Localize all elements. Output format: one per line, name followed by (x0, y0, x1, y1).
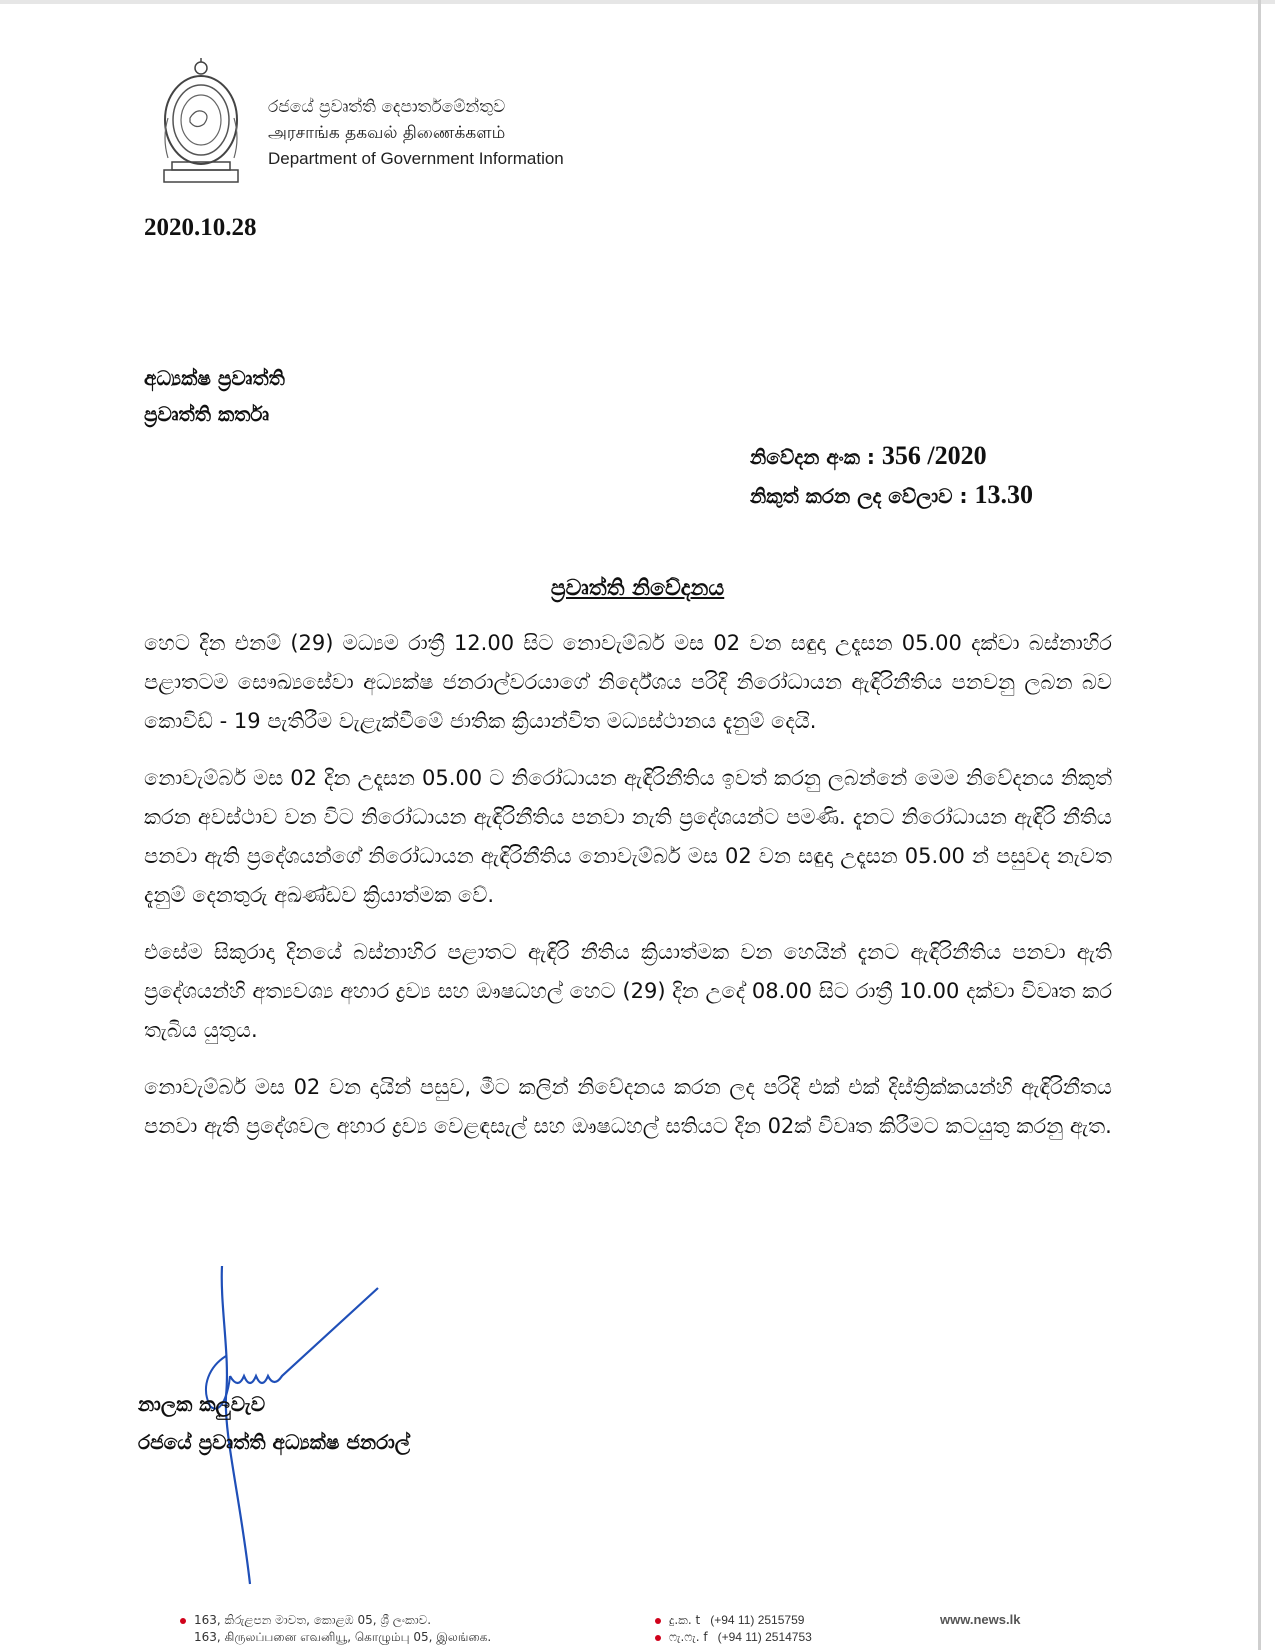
bullet-icon (180, 1618, 186, 1624)
page-top-edge (0, 0, 1275, 4)
phone-number: (+94 11) 2515759 (710, 1613, 805, 1627)
page-right-edge (1258, 0, 1261, 1650)
document-title: ප්‍රවෘත්ති නිවේදනය (550, 576, 725, 601)
issue-time-label: නිකුත් කරන ලද වේලාව : (750, 484, 968, 508)
body-paragraph: එසේම සිකුරාදා දිනයේ බස්නාහිර පළාතට ඇඳිරි නීතිය ක්‍රියාත්මක වන හෙයින් දැනට ඇඳිරිනීතිය පනවා ඇති ප්‍රදේශයන්හි අත්‍යවශ්‍ය අහාර ද්‍රව්‍ය සහ ඖෂධහල් හෙට (29) දින උදේ 08.00 සිට රාත්‍රී 10.00 දක්වා විවෘත කර තැබිය යුතුය. (144, 940, 1112, 1042)
document-body (144, 624, 1112, 1164)
fax-label: ෆැ.ෆැ. f (669, 1630, 708, 1644)
recipient-line: ප්‍රවෘත්ති කර්තෘ (144, 402, 270, 426)
body-paragraph: නොවැම්බර් මස 02 වන දායින් පසුව, මීට කලින් නිවේදනය කරන ලද පරිදි එක් එක් දිස්ත්‍රික්කයන්හි ඇඳිරිනීතය පනවා ඇති ප්‍රදේශවල අහාර ද්‍රව්‍ය වෙළඳසැල් සහ ඖෂධහල් සතියට දින 02ක් විවෘත කිරීමට කටයුතු කරනු ඇත. (144, 1075, 1112, 1138)
body-paragraph: නොවැම්බර් මස 02 දින උදෑසන 05.00 ට නිරෝධායන ඇඳිරිනීතිය ඉවත් කරනු ලබන්නේ මෙම නිවේදනය නිකුත් කරන අවස්ථාව වන විට නිරෝධායන ඇඳිරිනීතිය පනවා නැති ප්‍රදේශයන්ට පමණි. දැනට නිරෝධායන ඇඳිරි නීතිය පනවා ඇති ප්‍රදේශයන්ගේ නිරෝධායන ඇඳිරිනීතිය නොවැම්බර් මස 02 වන සඳුදා උදෑසන 05.00 න් පසුවද නැවත දැනුම් දෙනතුරු අඛණ්ඩව ක්‍රියාත්මක වේ. (144, 766, 1112, 907)
sri-lanka-emblem-icon (160, 58, 242, 186)
department-name-tamil: அரசாங்க தகவல் திணைக்களம் (268, 123, 506, 143)
signer-title: රජයේ ප්‍රවෘත්ති අධ්‍යක්ෂ ජනරාල් (138, 1430, 411, 1454)
bullet-icon (655, 1618, 661, 1624)
recipients (144, 360, 285, 432)
footer-address (180, 1612, 491, 1646)
issue-time-value: 13.30 (974, 480, 1033, 509)
footer-contact (655, 1612, 812, 1646)
department-name-english: Department of Government Information (268, 149, 564, 168)
body-paragraph: හෙට දින එනම් (29) මධ්‍යම රාත්‍රී 12.00 සිට නොවැම්බර් මස 02 වන සඳුදා උදෑසන 05.00 දක්වා බස්නාහිර පළාතටම සෞඛ්‍යසේවා අධ්‍යක්ෂ ජනරාල්වරයාගේ නිර්දේශය පරිදි නිරෝධායන ඇඳිරිනීතිය පනවනු ලබන බව කොවිඩ් - 19 පැතිරීම වැළැක්වීමේ ජාතික ක්‍රියාන්විත මධ්‍යස්ථානය දැනුම් දෙයි. (144, 631, 1112, 733)
notice-number-row (750, 437, 1150, 476)
notice-number-label: නිවේදන අංක : (750, 445, 875, 469)
website-link[interactable]: www.news.lk (940, 1612, 1021, 1627)
department-header (268, 94, 648, 172)
recipient-line: අධ්‍යක්ෂ ප්‍රවෘත්ති (144, 366, 285, 390)
phone-label: දු.ක. t (669, 1613, 701, 1627)
reference-block (750, 437, 1150, 515)
bullet-icon (655, 1635, 661, 1641)
document-date: 2020.10.28 (144, 214, 257, 241)
issue-time-row (750, 476, 1150, 515)
signer-name: නාලක කලුවැව (138, 1392, 266, 1416)
fax-number: (+94 11) 2514753 (717, 1630, 812, 1644)
notice-number-value: 356 /2020 (881, 441, 987, 470)
address-sinhala: 163, කිරුළපන මාවත, කොළඹ 05, ශ්‍රී ලංකාව. (194, 1613, 432, 1627)
address-tamil: 163, கிருலப்பனை எவனியூ, கொழும்பு 05, இலங்கை. (194, 1630, 492, 1644)
department-name-sinhala: රජයේ ප්‍රවෘත්ති දෙපාර්තමේන්තුව (268, 97, 506, 117)
signer-block (138, 1385, 410, 1461)
